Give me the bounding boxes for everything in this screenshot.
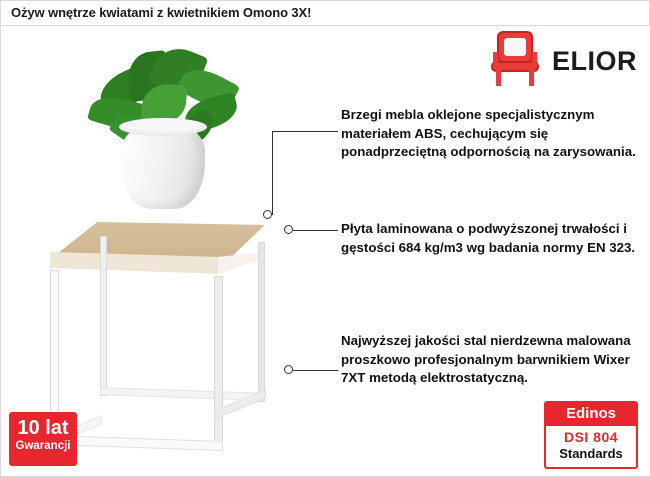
certificate-badge — [544, 401, 638, 469]
product-photo — [2, 26, 322, 476]
certificate-code: DSI 804 — [563, 429, 619, 445]
warranty-years: 10 lat — [17, 417, 69, 439]
brand-logo — [484, 30, 644, 92]
brand-name: ELIOR — [552, 46, 638, 76]
callout-dot-stainless-steel — [284, 365, 293, 374]
feature-stainless-steel: Najwyższej jakości stal nierdzewna malowana proszkowo profesjonalnym barwnikiem Wixer 7XT metodą elektrostatyczną. — [341, 333, 631, 385]
callout-line-abs-edges-horizontal — [272, 131, 338, 132]
feature-laminated-board: Płyta laminowana o podwyższonej trwałości i gęstości 684 kg/m3 wg badania normy EN 323. — [341, 221, 636, 255]
warranty-badge — [9, 412, 77, 466]
certificate-brand: Edinos — [546, 403, 636, 426]
callout-dot-laminated-board — [284, 225, 293, 234]
callout-dot-abs-edges — [263, 210, 272, 219]
table-leg-back-right — [258, 242, 265, 402]
callout-line-stainless-steel — [293, 370, 338, 371]
table-leg-back-left — [100, 236, 107, 396]
warranty-label: Gwarancji — [15, 440, 71, 452]
callout-line-laminated-board — [293, 230, 338, 231]
feature-abs-edges: Brzegi mebla oklejone specjalistycznym materiałem ABS, cechującym się ponadprzeciętną odpornością na zarysowania. — [341, 107, 636, 159]
table-leg-front-right — [214, 276, 223, 451]
certificate-label: Standards — [559, 446, 623, 461]
page-title: Ożyw wnętrze kwiatami z kwietnikiem Omono 3X! — [11, 5, 312, 20]
callout-line-abs-edges-vertical — [272, 131, 273, 215]
flower-pot-rim — [119, 118, 207, 136]
red-chair-icon — [484, 30, 550, 88]
